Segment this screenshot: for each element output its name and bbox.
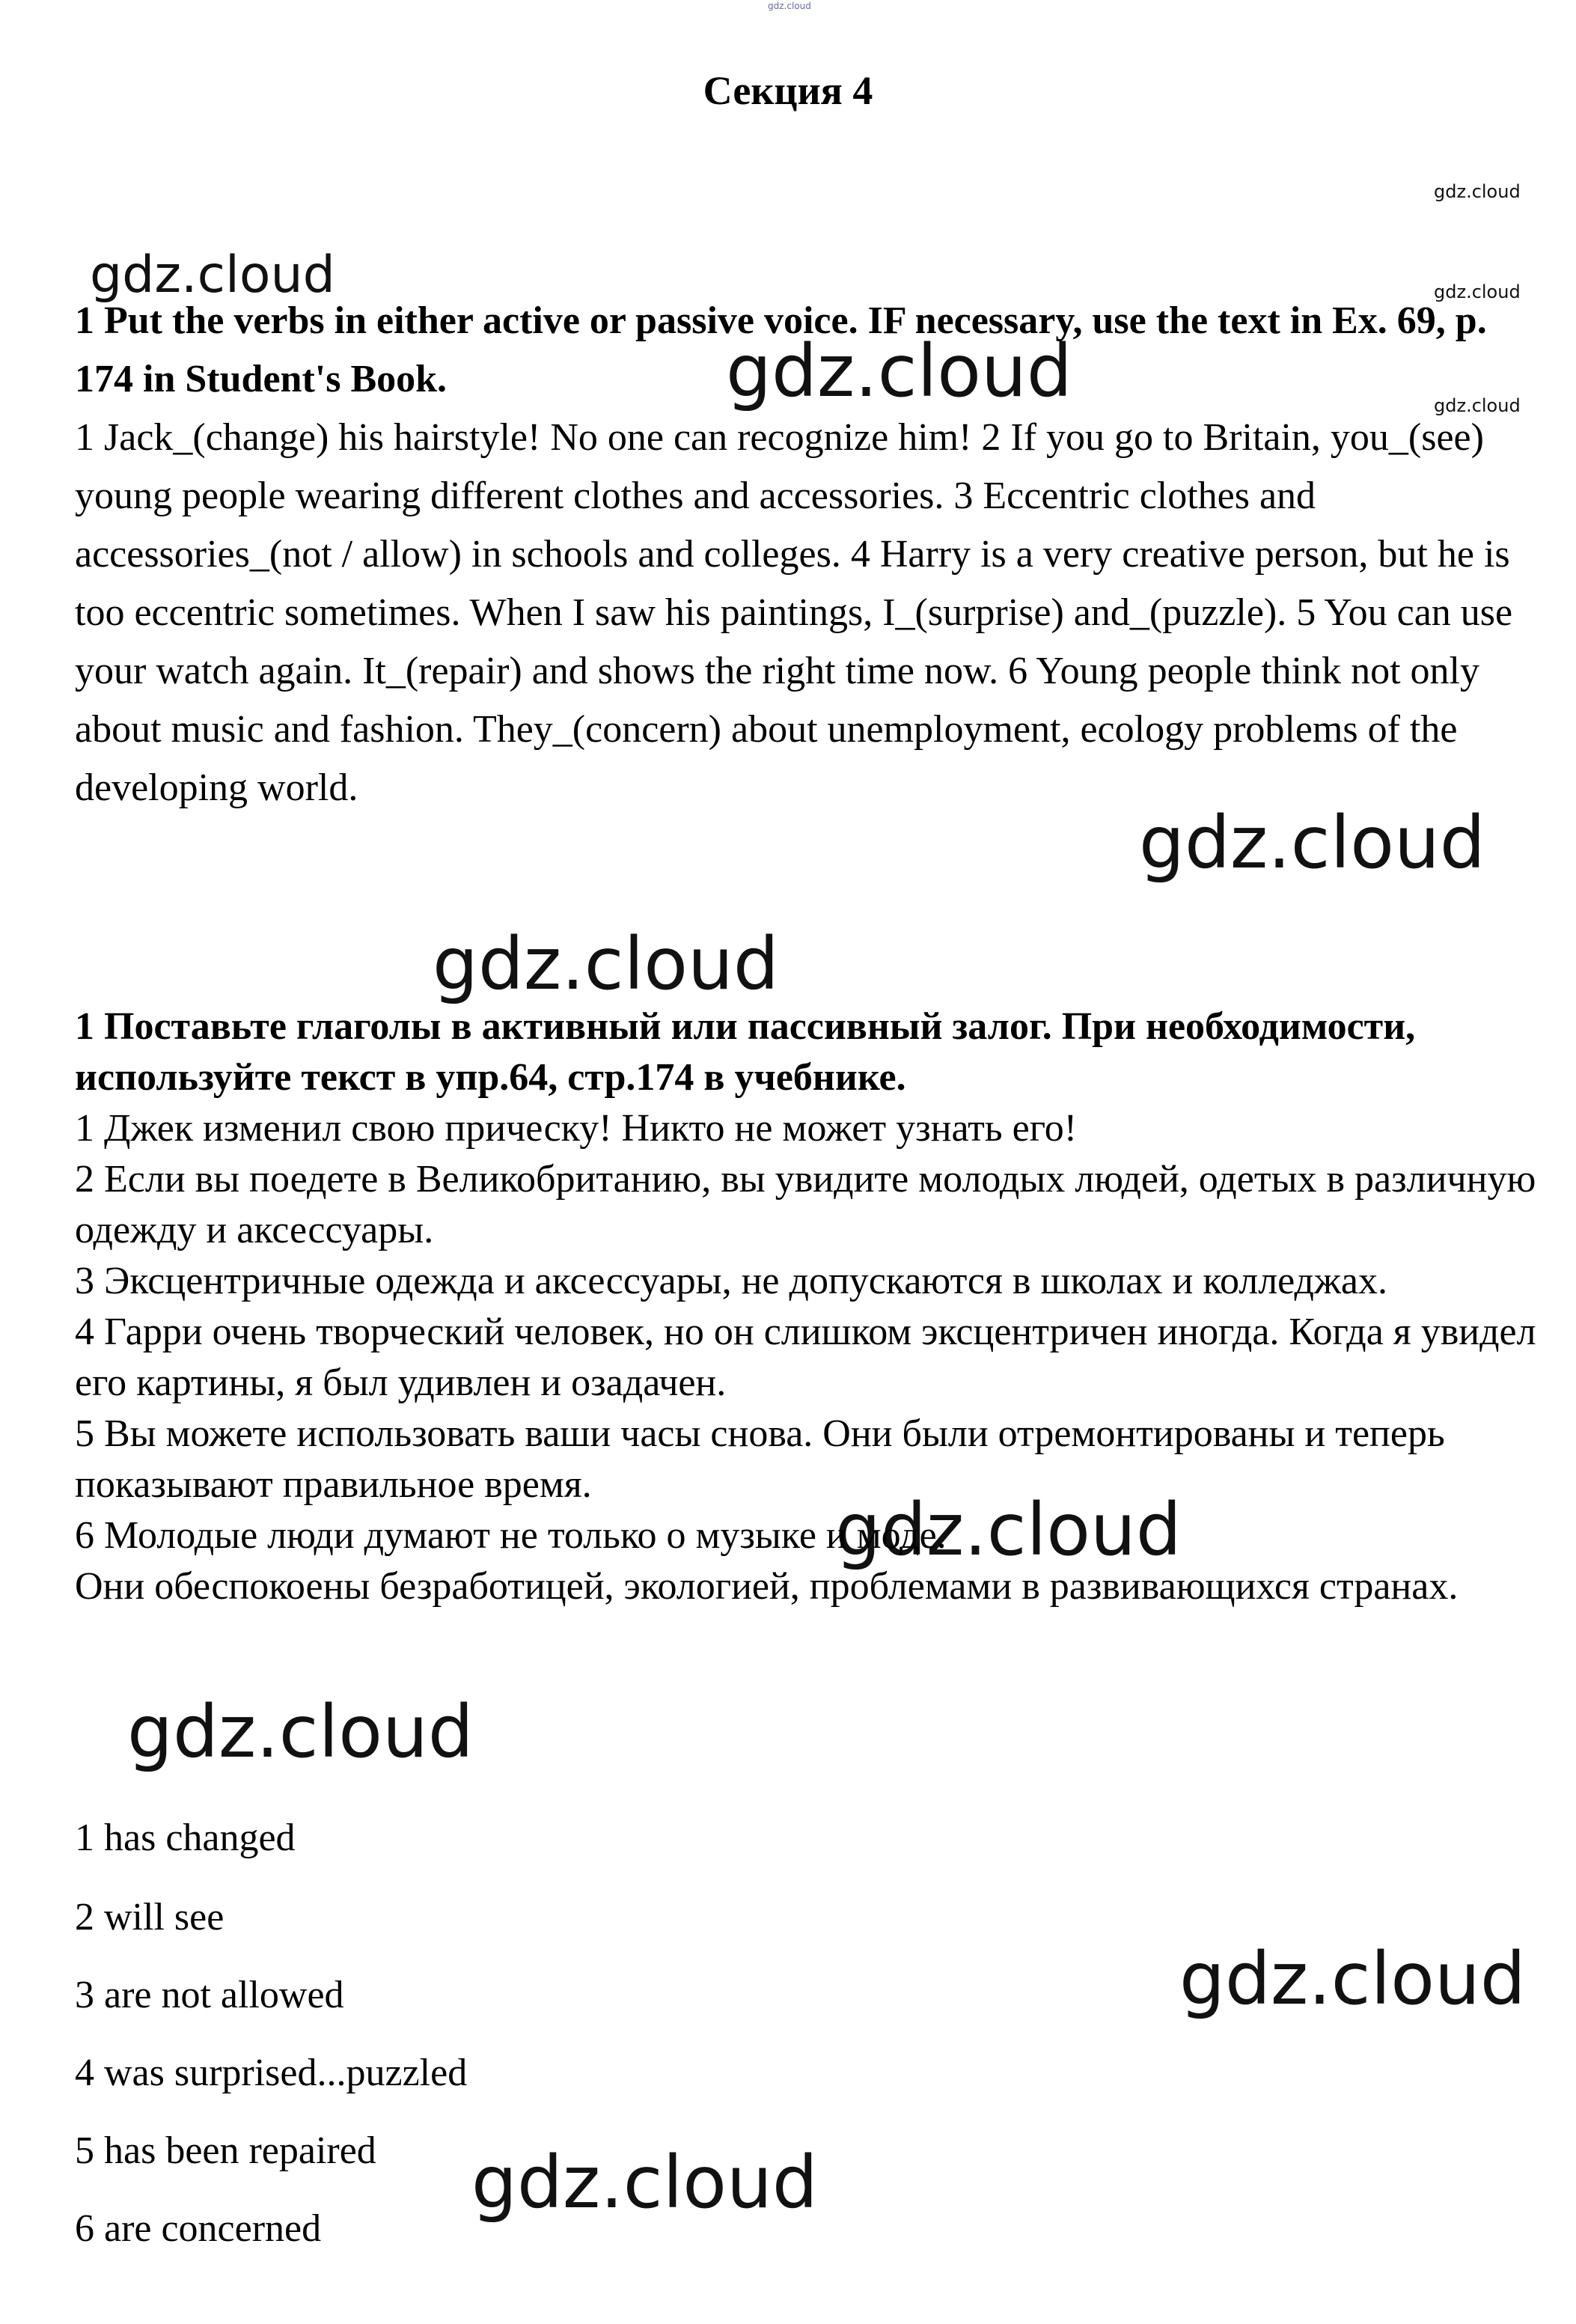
watermark-small-1: gdz.cloud xyxy=(1434,181,1521,202)
answer-6: 6 are concerned xyxy=(75,2207,322,2250)
watermark-small-2: gdz.cloud xyxy=(1434,281,1521,302)
watermark-large-1: gdz.cloud xyxy=(726,329,1072,413)
watermark-large-4: gdz.cloud xyxy=(835,1488,1182,1572)
task-russian xyxy=(75,1001,1542,1612)
watermark-medium: gdz.cloud xyxy=(90,245,335,305)
answer-1: 1 has changed xyxy=(75,1817,296,1859)
answer-3: 3 are not allowed xyxy=(75,1974,344,2016)
page-title: Секция 4 xyxy=(703,68,873,113)
task-english-heading: 1 Put the verbs in either active or passive voice. IF necessary, use the text in Ex. 69, p. 174 in Student's Book. xyxy=(75,299,1487,400)
task-english-text: 1 Jack_(change) his hairstyle! No one can recognize him! 2 If you go to Britain, you_(see) young people wearing different clothes and accessories. 3 Eccentric clothes and accessories_(not / allow) in schools and colleges. 4 Harry is a very creative person, but he is too eccentric sometimes. When I saw his paintings, I_(surprise) and_(puzzle). 5 You can use your watch again. It_(repair) and shows the right time now. 6 Young people think not only about music and fashion. They_(concern) about unemployment, ecology problems of the developing world. xyxy=(75,416,1513,809)
watermark-large-6: gdz.cloud xyxy=(1179,1937,1526,2021)
task-russian-line-4: 4 Гарри очень творческий человек, но он слишком эксцентричен иногда. Когда я увидел его картины, я был удивлен и озадачен. xyxy=(75,1311,1536,1404)
watermark-large-5: gdz.cloud xyxy=(127,1690,474,1774)
watermark-large-2: gdz.cloud xyxy=(1139,801,1485,885)
answer-5: 5 has been repaired xyxy=(75,2129,376,2172)
task-russian-heading: 1 Поставьте глаголы в активный или пассивный залог. При необходимости, используйте текст в упр.64, стр.174 в учебнике. xyxy=(75,1005,1416,1099)
watermark-top: gdz.cloud xyxy=(768,1,811,11)
task-russian-line-3: 3 Эксцентричные одежда и аксессуары, не допускаются в школах и колледжах. xyxy=(75,1260,1388,1302)
watermark-large-3: gdz.cloud xyxy=(433,922,779,1006)
task-russian-line-2: 2 Если вы поедете в Великобританию, вы увидите молодых людей, одетых в различную одежду и аксессуары. xyxy=(75,1158,1536,1251)
task-russian-line-7: Они обеспокоены безработицей, экологией, проблемами в развивающихся странах. xyxy=(75,1565,1459,1608)
watermark-small-3: gdz.cloud xyxy=(1434,395,1521,416)
task-russian-line-6: 6 Молодые люди думают не только о музыке и моде. xyxy=(75,1514,947,1557)
task-russian-line-5: 5 Вы можете использовать ваши часы снова. Они были отремонтированы и теперь показывают правильное время. xyxy=(75,1412,1445,1506)
watermark-large-7: gdz.cloud xyxy=(471,2141,818,2224)
answer-4: 4 was surprised...puzzled xyxy=(75,2052,468,2094)
task-russian-line-1: 1 Джек изменил свою прическу! Никто не может узнать его! xyxy=(75,1107,1078,1150)
task-english xyxy=(75,292,1542,817)
answer-2: 2 will see xyxy=(75,1896,225,1939)
